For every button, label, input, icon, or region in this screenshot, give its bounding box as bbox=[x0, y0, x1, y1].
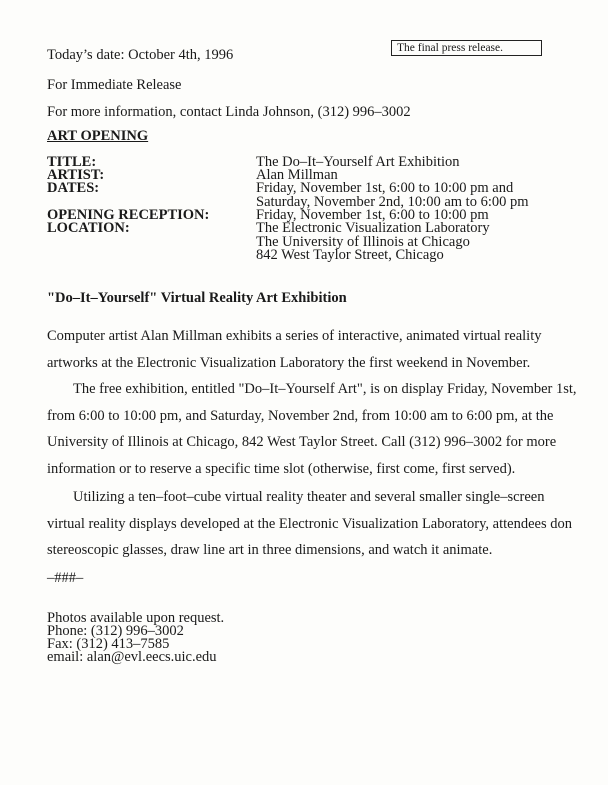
final-release-stamp: The final press release. bbox=[391, 40, 542, 56]
end-mark: –###– bbox=[47, 570, 84, 586]
paragraph-line: information or to reserve a specific time slot (otherwise, first come, first served). bbox=[47, 461, 516, 477]
detail-value-location-1: The Electronic Visualization Laboratory bbox=[256, 220, 490, 236]
detail-label-dates: DATES: bbox=[47, 180, 100, 196]
detail-value-reception: Friday, November 1st, 6:00 to 10:00 pm bbox=[256, 207, 489, 223]
detail-label-title: TITLE: bbox=[47, 154, 97, 170]
detail-value-artist: Alan Millman bbox=[256, 167, 338, 183]
detail-label-reception: OPENING RECEPTION: bbox=[47, 207, 210, 223]
footer-fax: Fax: (312) 413–7585 bbox=[47, 636, 170, 652]
detail-value-dates-1: Friday, November 1st, 6:00 to 10:00 pm and bbox=[256, 180, 514, 196]
footer-phone: Phone: (312) 996–3002 bbox=[47, 623, 184, 639]
detail-label-artist: ARTIST: bbox=[47, 167, 105, 183]
detail-value-location-3: 842 West Taylor Street, Chicago bbox=[256, 247, 444, 263]
detail-label-location: LOCATION: bbox=[47, 220, 130, 236]
paragraph-line: Utilizing a ten–foot–cube virtual reality theater and several smaller single–screen bbox=[73, 489, 545, 505]
detail-value-location-2: The University of Illinois at Chicago bbox=[256, 234, 470, 250]
paragraph-line: artworks at the Electronic Visualization Laboratory the first weekend in November. bbox=[47, 355, 531, 371]
section-heading: ART OPENING bbox=[47, 128, 149, 144]
paragraph-line: virtual reality displays developed at the Electronic Visualization Laboratory, attendees don bbox=[47, 516, 572, 532]
detail-value-dates-2: Saturday, November 2nd, 10:00 am to 6:00 pm bbox=[256, 194, 529, 210]
todays-date: Today’s date: October 4th, 1996 bbox=[47, 47, 234, 63]
footer-photos: Photos available upon request. bbox=[47, 610, 225, 626]
detail-value-title: The Do–It–Yourself Art Exhibition bbox=[256, 154, 460, 170]
footer-email: email: alan@evl.eecs.uic.edu bbox=[47, 649, 217, 665]
article-title: "Do–It–Yourself" Virtual Reality Art Exhibition bbox=[47, 290, 347, 306]
paragraph-line: stereoscopic glasses, draw line art in three dimensions, and watch it animate. bbox=[47, 542, 493, 558]
paragraph-line: from 6:00 to 10:00 pm, and Saturday, November 2nd, from 10:00 am to 6:00 pm, at the bbox=[47, 408, 554, 424]
contact-info: For more information, contact Linda Johnson, (312) 996–3002 bbox=[47, 104, 411, 120]
paragraph-line: Computer artist Alan Millman exhibits a series of interactive, animated virtual reality bbox=[47, 328, 542, 344]
paragraph-line: University of Illinois at Chicago, 842 West Taylor Street. Call (312) 996–3002 for more bbox=[47, 434, 557, 450]
release-notice: For Immediate Release bbox=[47, 77, 182, 93]
paragraph-line: The free exhibition, entitled "Do–It–Yourself Art", is on display Friday, November 1st, bbox=[73, 381, 577, 397]
